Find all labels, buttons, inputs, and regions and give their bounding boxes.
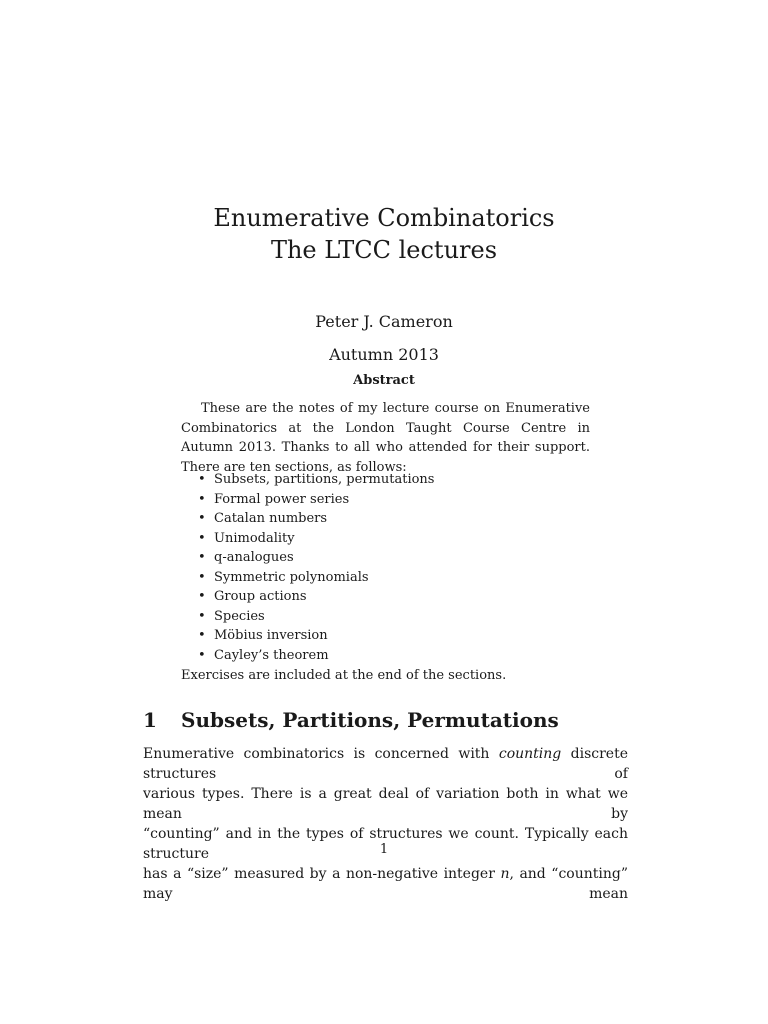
list-item-label: Unimodality (214, 530, 295, 546)
bullet-icon: • (198, 589, 206, 604)
list-item (198, 470, 434, 490)
list-item-label: Species (214, 608, 265, 624)
list-item (198, 568, 434, 588)
abstract-text: These are the notes of my lecture course on Enumerative Combinatorics at the London Taught Course Centre in Autumn 2013. Thanks to all who attended for their support. There are ten sections, as follows: (181, 401, 590, 475)
section-body (143, 744, 628, 904)
bullet-icon: • (198, 569, 206, 585)
list-item (198, 607, 434, 627)
body-emphasis: counting (498, 746, 562, 762)
bullet-icon: • (198, 530, 206, 546)
list-item-label: Symmetric polynomials (214, 569, 369, 585)
list-item-label: Formal power series (214, 491, 350, 507)
bullet-icon: • (198, 647, 206, 663)
list-item-label: Cayley’s theorem (214, 647, 329, 663)
section-list (198, 470, 434, 665)
list-item (198, 587, 434, 607)
date: Autumn 2013 (329, 345, 439, 364)
list-item-label: Catalan numbers (214, 511, 328, 526)
body-text: , and “counting” may mean (143, 866, 628, 902)
body-text: Enumerative combinatorics is concerned with (143, 746, 499, 762)
list-item (198, 529, 434, 549)
list-item (198, 626, 434, 646)
body-text: has a “size” measured by a non-negative integer (143, 866, 501, 882)
list-item (198, 548, 434, 568)
title-line-2: The LTCC lectures (270, 236, 498, 264)
title-block (0, 202, 768, 266)
list-item (198, 490, 434, 510)
abstract-closing: Exercises are included at the end of the sections. (181, 668, 507, 683)
section-number: 1 (143, 708, 157, 732)
body-line-2: various types. There is a great deal of variation both in what we mean by (143, 786, 628, 822)
bullet-icon: • (198, 491, 206, 507)
body-text: discrete structures of (143, 746, 628, 782)
bullet-icon: • (198, 550, 206, 565)
body-line-1 (143, 744, 628, 784)
bullet-icon: • (198, 628, 206, 643)
list-item (198, 646, 434, 666)
abstract-body (181, 399, 590, 477)
title-line-1: Enumerative Combinatorics (213, 204, 555, 232)
body-line-3: “counting” and in the types of structures we count. Typically each structure (143, 826, 628, 862)
body-emphasis: n (500, 866, 510, 882)
list-item-label: Subsets, partitions, permutations (214, 472, 435, 487)
bullet-icon: • (198, 511, 206, 526)
section-heading (143, 708, 559, 732)
bullet-icon: • (198, 472, 206, 487)
list-item-label: Group actions (214, 589, 307, 604)
page-number: 1 (379, 842, 389, 857)
section-title: Subsets, Partitions, Permutations (181, 708, 559, 732)
body-line-4 (143, 864, 628, 904)
abstract-heading: Abstract (353, 373, 415, 388)
list-item-label: q-analogues (214, 550, 294, 565)
author: Peter J. Cameron (315, 312, 453, 331)
list-item-label: Möbius inversion (214, 628, 328, 643)
bullet-icon: • (198, 608, 206, 624)
list-item (198, 509, 434, 529)
